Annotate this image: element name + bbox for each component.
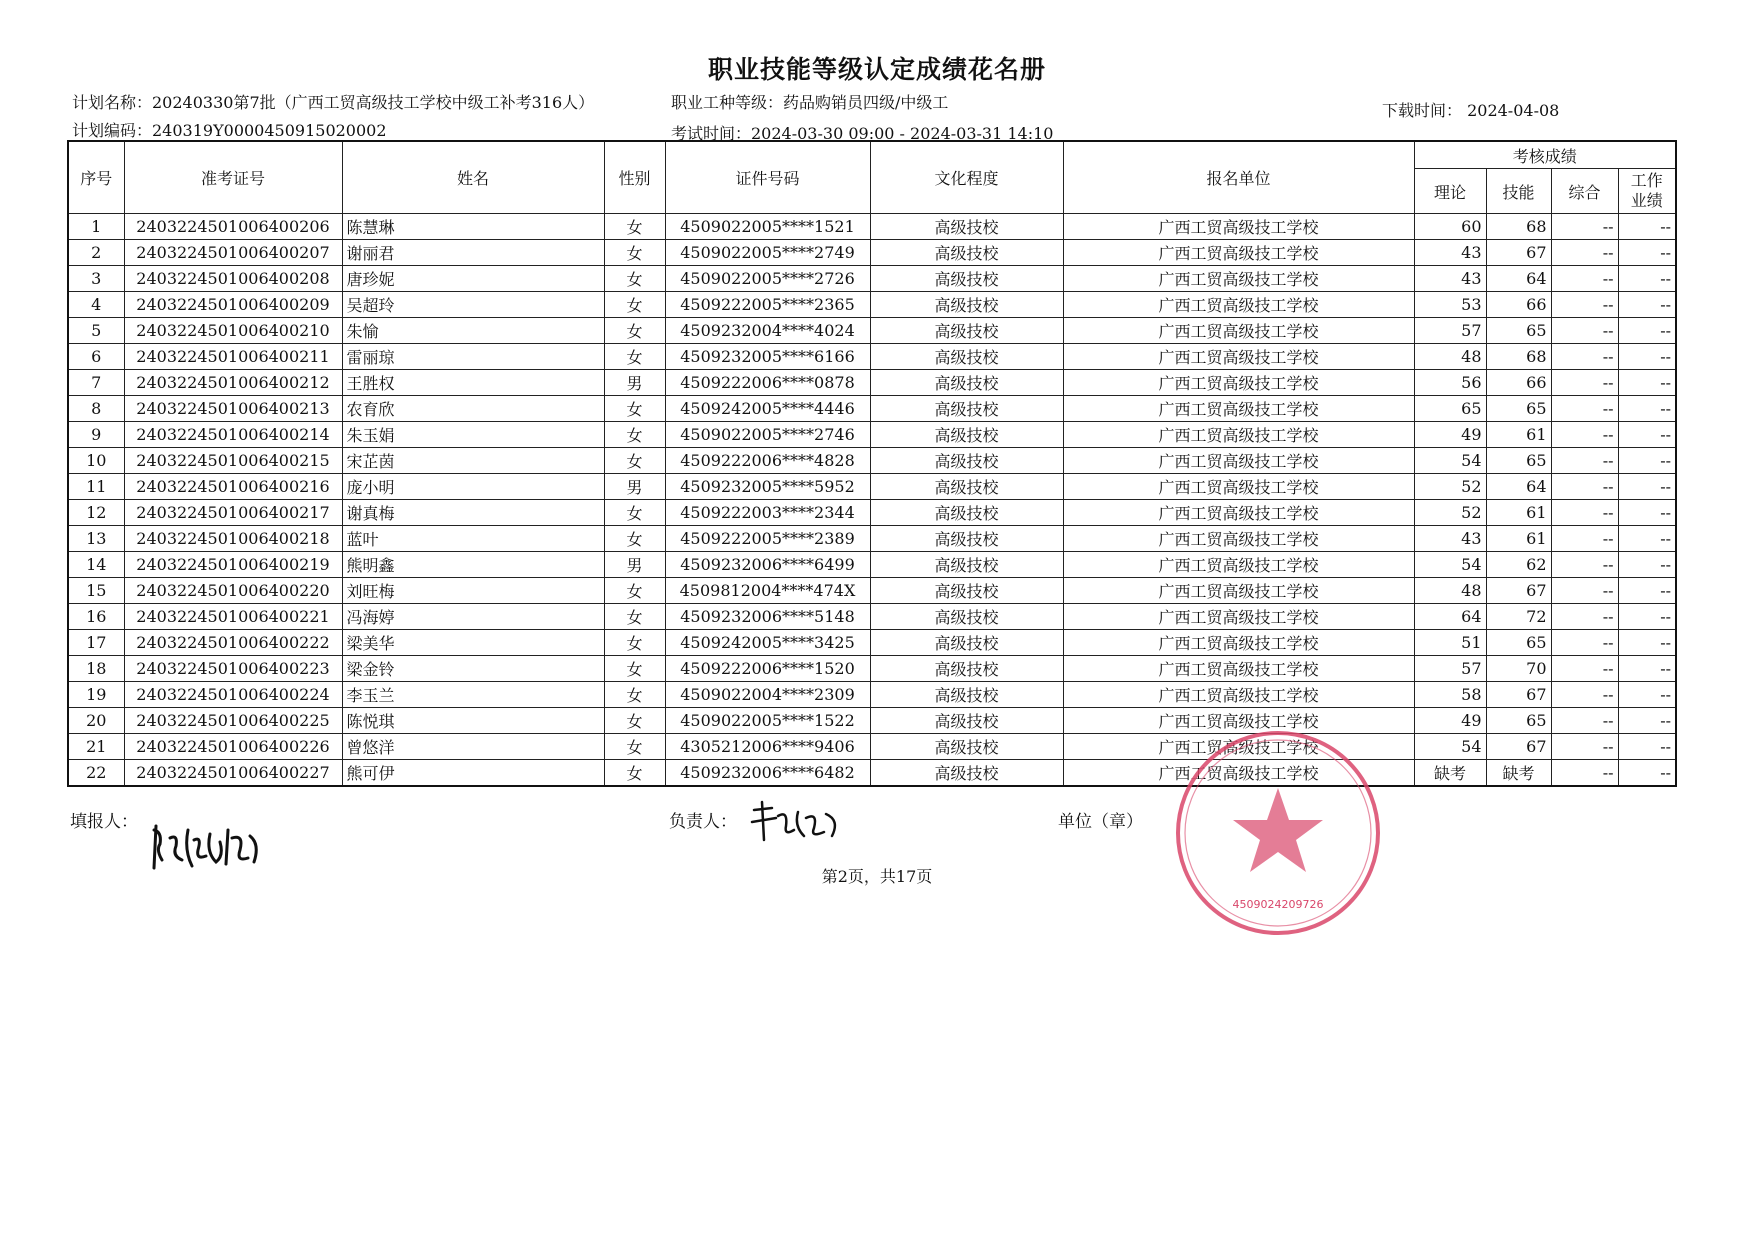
- cell-name: 熊明鑫: [342, 552, 604, 578]
- table-row: [68, 318, 1676, 344]
- cell-comprehensive: --: [1551, 396, 1618, 422]
- plan-name: 计划名称：20240330第7批（广西工贸高级技工学校中级工补考316人）: [72, 93, 595, 112]
- cell-performance: --: [1618, 396, 1676, 422]
- cell-id: 4509232005****6166: [665, 344, 870, 370]
- cell-education: 高级技校: [870, 760, 1063, 787]
- cell-comprehensive: --: [1551, 708, 1618, 734]
- table-row: [68, 760, 1676, 787]
- download-time: 下载时间： 2024-04-08: [1382, 101, 1560, 120]
- cell-seq: 8: [68, 396, 124, 422]
- cell-theory: 57: [1414, 318, 1486, 344]
- cell-unit: 广西工贸高级技工学校: [1063, 240, 1414, 266]
- cell-comprehensive: --: [1551, 474, 1618, 500]
- cell-performance: --: [1618, 318, 1676, 344]
- cell-unit: 广西工贸高级技工学校: [1063, 630, 1414, 656]
- cell-gender: 女: [604, 734, 665, 760]
- exam-time: 考试时间：2024-03-30 09:00 - 2024-03-31 14:10: [671, 124, 1054, 143]
- cell-ticket: 2403224501006400208: [124, 266, 342, 292]
- cell-performance: --: [1618, 760, 1676, 787]
- cell-theory: 54: [1414, 734, 1486, 760]
- cell-skill: 61: [1486, 500, 1551, 526]
- cell-theory: 51: [1414, 630, 1486, 656]
- header-gender: 性别: [604, 141, 665, 214]
- cell-comprehensive: --: [1551, 656, 1618, 682]
- cell-id: 4509222006****0878: [665, 370, 870, 396]
- cell-education: 高级技校: [870, 682, 1063, 708]
- cell-comprehensive: --: [1551, 422, 1618, 448]
- cell-name: 庞小明: [342, 474, 604, 500]
- cell-skill: 67: [1486, 578, 1551, 604]
- cell-theory: 60: [1414, 214, 1486, 240]
- cell-skill: 64: [1486, 474, 1551, 500]
- cell-education: 高级技校: [870, 552, 1063, 578]
- cell-name: 熊可伊: [342, 760, 604, 787]
- cell-education: 高级技校: [870, 630, 1063, 656]
- cell-performance: --: [1618, 682, 1676, 708]
- cell-id: 4509232006****5148: [665, 604, 870, 630]
- cell-ticket: 2403224501006400210: [124, 318, 342, 344]
- cell-gender: 女: [604, 708, 665, 734]
- cell-id: 4509022005****2749: [665, 240, 870, 266]
- cell-ticket: 2403224501006400216: [124, 474, 342, 500]
- cell-unit: 广西工贸高级技工学校: [1063, 344, 1414, 370]
- cell-theory: 48: [1414, 578, 1486, 604]
- cell-gender: 女: [604, 240, 665, 266]
- cell-ticket: 2403224501006400212: [124, 370, 342, 396]
- cell-skill: 64: [1486, 266, 1551, 292]
- cell-unit: 广西工贸高级技工学校: [1063, 578, 1414, 604]
- cell-seq: 3: [68, 266, 124, 292]
- cell-comprehensive: --: [1551, 344, 1618, 370]
- cell-unit: 广西工贸高级技工学校: [1063, 266, 1414, 292]
- cell-name: 王胜权: [342, 370, 604, 396]
- table-row: [68, 396, 1676, 422]
- header-theory: 理论: [1414, 169, 1486, 214]
- cell-education: 高级技校: [870, 604, 1063, 630]
- cell-performance: --: [1618, 604, 1676, 630]
- cell-skill: 70: [1486, 656, 1551, 682]
- cell-seq: 1: [68, 214, 124, 240]
- cell-name: 李玉兰: [342, 682, 604, 708]
- cell-unit: 广西工贸高级技工学校: [1063, 552, 1414, 578]
- header-scores-group: 考核成绩: [1414, 141, 1676, 169]
- cell-skill: 65: [1486, 448, 1551, 474]
- header-seq: 序号: [68, 141, 124, 214]
- cell-skill: 72: [1486, 604, 1551, 630]
- cell-theory: 54: [1414, 552, 1486, 578]
- cell-skill: 65: [1486, 630, 1551, 656]
- table-row: [68, 552, 1676, 578]
- cell-education: 高级技校: [870, 214, 1063, 240]
- cell-name: 梁美华: [342, 630, 604, 656]
- cell-id: 4509232005****5952: [665, 474, 870, 500]
- table-row: [68, 474, 1676, 500]
- cell-id: 4509022005****1521: [665, 214, 870, 240]
- cell-gender: 女: [604, 396, 665, 422]
- cell-seq: 11: [68, 474, 124, 500]
- table-row: [68, 266, 1676, 292]
- cell-performance: --: [1618, 370, 1676, 396]
- cell-id: 4509812004****474X: [665, 578, 870, 604]
- cell-gender: 女: [604, 760, 665, 787]
- cell-unit: 广西工贸高级技工学校: [1063, 318, 1414, 344]
- cell-ticket: 2403224501006400226: [124, 734, 342, 760]
- cell-education: 高级技校: [870, 370, 1063, 396]
- table-row: [68, 344, 1676, 370]
- cell-ticket: 2403224501006400221: [124, 604, 342, 630]
- table-row: [68, 630, 1676, 656]
- cell-gender: 男: [604, 474, 665, 500]
- cell-unit: 广西工贸高级技工学校: [1063, 656, 1414, 682]
- cell-gender: 女: [604, 318, 665, 344]
- cell-comprehensive: --: [1551, 240, 1618, 266]
- cell-performance: --: [1618, 240, 1676, 266]
- header-comprehensive: 综合: [1551, 169, 1618, 214]
- responsible-signature: [748, 796, 848, 846]
- cell-unit: 广西工贸高级技工学校: [1063, 682, 1414, 708]
- cell-education: 高级技校: [870, 526, 1063, 552]
- cell-gender: 女: [604, 682, 665, 708]
- cell-performance: --: [1618, 656, 1676, 682]
- cell-seq: 7: [68, 370, 124, 396]
- cell-id: 4509222005****2365: [665, 292, 870, 318]
- cell-ticket: 2403224501006400209: [124, 292, 342, 318]
- cell-theory: 49: [1414, 422, 1486, 448]
- cell-seq: 20: [68, 708, 124, 734]
- header-education: 文化程度: [870, 141, 1063, 214]
- table-row: [68, 448, 1676, 474]
- cell-education: 高级技校: [870, 240, 1063, 266]
- cell-name: 梁金铃: [342, 656, 604, 682]
- cell-seq: 13: [68, 526, 124, 552]
- cell-name: 农育欣: [342, 396, 604, 422]
- cell-name: 雷丽琼: [342, 344, 604, 370]
- table-row: [68, 370, 1676, 396]
- cell-performance: --: [1618, 734, 1676, 760]
- cell-theory: 缺考: [1414, 760, 1486, 787]
- cell-seq: 22: [68, 760, 124, 787]
- filler-label: 填报人：: [70, 812, 138, 832]
- cell-performance: --: [1618, 344, 1676, 370]
- cell-theory: 43: [1414, 526, 1486, 552]
- cell-theory: 57: [1414, 656, 1486, 682]
- cell-seq: 16: [68, 604, 124, 630]
- cell-unit: 广西工贸高级技工学校: [1063, 370, 1414, 396]
- cell-id: 4509232004****4024: [665, 318, 870, 344]
- cell-skill: 65: [1486, 318, 1551, 344]
- cell-ticket: 2403224501006400214: [124, 422, 342, 448]
- cell-theory: 65: [1414, 396, 1486, 422]
- cell-performance: --: [1618, 578, 1676, 604]
- cell-education: 高级技校: [870, 500, 1063, 526]
- cell-gender: 女: [604, 266, 665, 292]
- cell-gender: 女: [604, 604, 665, 630]
- cell-theory: 64: [1414, 604, 1486, 630]
- cell-gender: 男: [604, 370, 665, 396]
- cell-education: 高级技校: [870, 708, 1063, 734]
- roster-body: [68, 214, 1676, 787]
- cell-theory: 43: [1414, 240, 1486, 266]
- cell-ticket: 2403224501006400227: [124, 760, 342, 787]
- cell-seq: 4: [68, 292, 124, 318]
- table-row: [68, 500, 1676, 526]
- cell-name: 唐珍妮: [342, 266, 604, 292]
- cell-comprehensive: --: [1551, 370, 1618, 396]
- cell-seq: 17: [68, 630, 124, 656]
- header-performance: 工作业绩: [1618, 169, 1676, 214]
- cell-seq: 15: [68, 578, 124, 604]
- cell-seq: 12: [68, 500, 124, 526]
- cell-gender: 女: [604, 656, 665, 682]
- cell-skill: 65: [1486, 396, 1551, 422]
- cell-name: 陈悦琪: [342, 708, 604, 734]
- cell-education: 高级技校: [870, 656, 1063, 682]
- table-row: [68, 214, 1676, 240]
- cell-unit: 广西工贸高级技工学校: [1063, 474, 1414, 500]
- table-row: [68, 604, 1676, 630]
- cell-gender: 女: [604, 214, 665, 240]
- cell-unit: 广西工贸高级技工学校: [1063, 214, 1414, 240]
- table-row: [68, 578, 1676, 604]
- cell-name: 宋芷茵: [342, 448, 604, 474]
- cell-theory: 54: [1414, 448, 1486, 474]
- cell-ticket: 2403224501006400215: [124, 448, 342, 474]
- cell-ticket: 2403224501006400211: [124, 344, 342, 370]
- cell-ticket: 2403224501006400219: [124, 552, 342, 578]
- cell-theory: 49: [1414, 708, 1486, 734]
- cell-comprehensive: --: [1551, 318, 1618, 344]
- cell-seq: 5: [68, 318, 124, 344]
- cell-education: 高级技校: [870, 396, 1063, 422]
- cell-comprehensive: --: [1551, 630, 1618, 656]
- cell-skill: 61: [1486, 526, 1551, 552]
- cell-skill: 61: [1486, 422, 1551, 448]
- header-name: 姓名: [342, 141, 604, 214]
- cell-ticket: 2403224501006400218: [124, 526, 342, 552]
- cell-unit: 广西工贸高级技工学校: [1063, 604, 1414, 630]
- cell-id: 4509222005****2389: [665, 526, 870, 552]
- cell-comprehensive: --: [1551, 214, 1618, 240]
- cell-comprehensive: --: [1551, 500, 1618, 526]
- cell-id: 4509022004****2309: [665, 682, 870, 708]
- cell-unit: 广西工贸高级技工学校: [1063, 734, 1414, 760]
- table-row: [68, 292, 1676, 318]
- cell-theory: 52: [1414, 474, 1486, 500]
- cell-comprehensive: --: [1551, 760, 1618, 787]
- cell-name: 朱愉: [342, 318, 604, 344]
- cell-name: 冯海婷: [342, 604, 604, 630]
- cell-ticket: 2403224501006400224: [124, 682, 342, 708]
- cell-name: 谢丽君: [342, 240, 604, 266]
- table-row: [68, 656, 1676, 682]
- cell-unit: 广西工贸高级技工学校: [1063, 526, 1414, 552]
- cell-seq: 18: [68, 656, 124, 682]
- cell-ticket: 2403224501006400223: [124, 656, 342, 682]
- cell-performance: --: [1618, 526, 1676, 552]
- cell-theory: 58: [1414, 682, 1486, 708]
- cell-performance: --: [1618, 214, 1676, 240]
- cell-id: 4509222006****1520: [665, 656, 870, 682]
- cell-comprehensive: --: [1551, 604, 1618, 630]
- cell-skill: 67: [1486, 682, 1551, 708]
- cell-unit: 广西工贸高级技工学校: [1063, 292, 1414, 318]
- cell-comprehensive: --: [1551, 552, 1618, 578]
- cell-id: 4509242005****4446: [665, 396, 870, 422]
- cell-gender: 女: [604, 630, 665, 656]
- cell-skill: 65: [1486, 708, 1551, 734]
- cell-comprehensive: --: [1551, 578, 1618, 604]
- cell-unit: 广西工贸高级技工学校: [1063, 422, 1414, 448]
- cell-comprehensive: --: [1551, 526, 1618, 552]
- cell-education: 高级技校: [870, 344, 1063, 370]
- responsible-label: 负责人：: [669, 812, 737, 832]
- header-unit: 报名单位: [1063, 141, 1414, 214]
- header-id: 证件号码: [665, 141, 870, 214]
- cell-theory: 43: [1414, 266, 1486, 292]
- cell-skill: 缺考: [1486, 760, 1551, 787]
- cell-gender: 女: [604, 292, 665, 318]
- cell-seq: 2: [68, 240, 124, 266]
- cell-comprehensive: --: [1551, 266, 1618, 292]
- cell-skill: 66: [1486, 292, 1551, 318]
- cell-comprehensive: --: [1551, 448, 1618, 474]
- cell-id: 4509022005****1522: [665, 708, 870, 734]
- cell-education: 高级技校: [870, 474, 1063, 500]
- cell-skill: 68: [1486, 344, 1551, 370]
- cell-performance: --: [1618, 266, 1676, 292]
- cell-gender: 女: [604, 526, 665, 552]
- cell-performance: --: [1618, 292, 1676, 318]
- cell-gender: 女: [604, 500, 665, 526]
- cell-theory: 48: [1414, 344, 1486, 370]
- cell-performance: --: [1618, 500, 1676, 526]
- plan-code: 计划编码：240319Y0000450915020002: [72, 121, 387, 140]
- cell-id: 4509242005****3425: [665, 630, 870, 656]
- table-row: [68, 240, 1676, 266]
- cell-name: 曾悠洋: [342, 734, 604, 760]
- cell-ticket: 2403224501006400217: [124, 500, 342, 526]
- cell-id: 4509222006****4828: [665, 448, 870, 474]
- cell-seq: 10: [68, 448, 124, 474]
- cell-name: 陈慧琳: [342, 214, 604, 240]
- cell-ticket: 2403224501006400207: [124, 240, 342, 266]
- table-row: [68, 734, 1676, 760]
- header-ticket: 准考证号: [124, 141, 342, 214]
- official-seal: [1138, 728, 1418, 938]
- cell-name: 刘旺梅: [342, 578, 604, 604]
- table-row: [68, 526, 1676, 552]
- cell-performance: --: [1618, 422, 1676, 448]
- cell-id: 4509232006****6499: [665, 552, 870, 578]
- cell-theory: 53: [1414, 292, 1486, 318]
- cell-ticket: 2403224501006400206: [124, 214, 342, 240]
- document-title: 职业技能等级认定成绩花名册: [707, 55, 1046, 84]
- cell-unit: 广西工贸高级技工学校: [1063, 760, 1414, 787]
- cell-comprehensive: --: [1551, 682, 1618, 708]
- cell-performance: --: [1618, 552, 1676, 578]
- cell-gender: 男: [604, 552, 665, 578]
- cell-skill: 67: [1486, 734, 1551, 760]
- cell-id: 4509022005****2726: [665, 266, 870, 292]
- cell-performance: --: [1618, 630, 1676, 656]
- seal-code: 4509024209726: [1232, 898, 1324, 911]
- cell-performance: --: [1618, 448, 1676, 474]
- cell-education: 高级技校: [870, 578, 1063, 604]
- occupation-level: 职业工种等级：药品购销员四级/中级工: [671, 93, 949, 112]
- cell-id: 4305212006****9406: [665, 734, 870, 760]
- cell-education: 高级技校: [870, 734, 1063, 760]
- cell-theory: 52: [1414, 500, 1486, 526]
- cell-seq: 19: [68, 682, 124, 708]
- cell-id: 4509232006****6482: [665, 760, 870, 787]
- cell-education: 高级技校: [870, 266, 1063, 292]
- cell-performance: --: [1618, 708, 1676, 734]
- cell-gender: 女: [604, 422, 665, 448]
- cell-education: 高级技校: [870, 448, 1063, 474]
- cell-name: 吴超玲: [342, 292, 604, 318]
- cell-theory: 56: [1414, 370, 1486, 396]
- unit-seal-label: 单位（章）: [1058, 812, 1143, 832]
- cell-gender: 女: [604, 578, 665, 604]
- cell-unit: 广西工贸高级技工学校: [1063, 500, 1414, 526]
- cell-skill: 62: [1486, 552, 1551, 578]
- cell-education: 高级技校: [870, 292, 1063, 318]
- page-info: 第2页，共17页: [821, 867, 933, 886]
- cell-education: 高级技校: [870, 318, 1063, 344]
- cell-ticket: 2403224501006400213: [124, 396, 342, 422]
- table-row: [68, 422, 1676, 448]
- cell-name: 蓝叶: [342, 526, 604, 552]
- cell-seq: 14: [68, 552, 124, 578]
- table-row: [68, 708, 1676, 734]
- cell-name: 谢真梅: [342, 500, 604, 526]
- cell-comprehensive: --: [1551, 292, 1618, 318]
- score-roster-table: [67, 140, 1677, 787]
- cell-skill: 68: [1486, 214, 1551, 240]
- cell-seq: 6: [68, 344, 124, 370]
- cell-seq: 21: [68, 734, 124, 760]
- cell-id: 4509022005****2746: [665, 422, 870, 448]
- cell-unit: 广西工贸高级技工学校: [1063, 708, 1414, 734]
- cell-unit: 广西工贸高级技工学校: [1063, 396, 1414, 422]
- header-skill: 技能: [1486, 169, 1551, 214]
- cell-seq: 9: [68, 422, 124, 448]
- cell-skill: 66: [1486, 370, 1551, 396]
- cell-gender: 女: [604, 448, 665, 474]
- cell-unit: 广西工贸高级技工学校: [1063, 448, 1414, 474]
- cell-ticket: 2403224501006400222: [124, 630, 342, 656]
- cell-performance: --: [1618, 474, 1676, 500]
- table-row: [68, 682, 1676, 708]
- cell-comprehensive: --: [1551, 734, 1618, 760]
- cell-name: 朱玉娟: [342, 422, 604, 448]
- cell-education: 高级技校: [870, 422, 1063, 448]
- cell-id: 4509222003****2344: [665, 500, 870, 526]
- cell-gender: 女: [604, 344, 665, 370]
- cell-skill: 67: [1486, 240, 1551, 266]
- cell-ticket: 2403224501006400220: [124, 578, 342, 604]
- cell-ticket: 2403224501006400225: [124, 708, 342, 734]
